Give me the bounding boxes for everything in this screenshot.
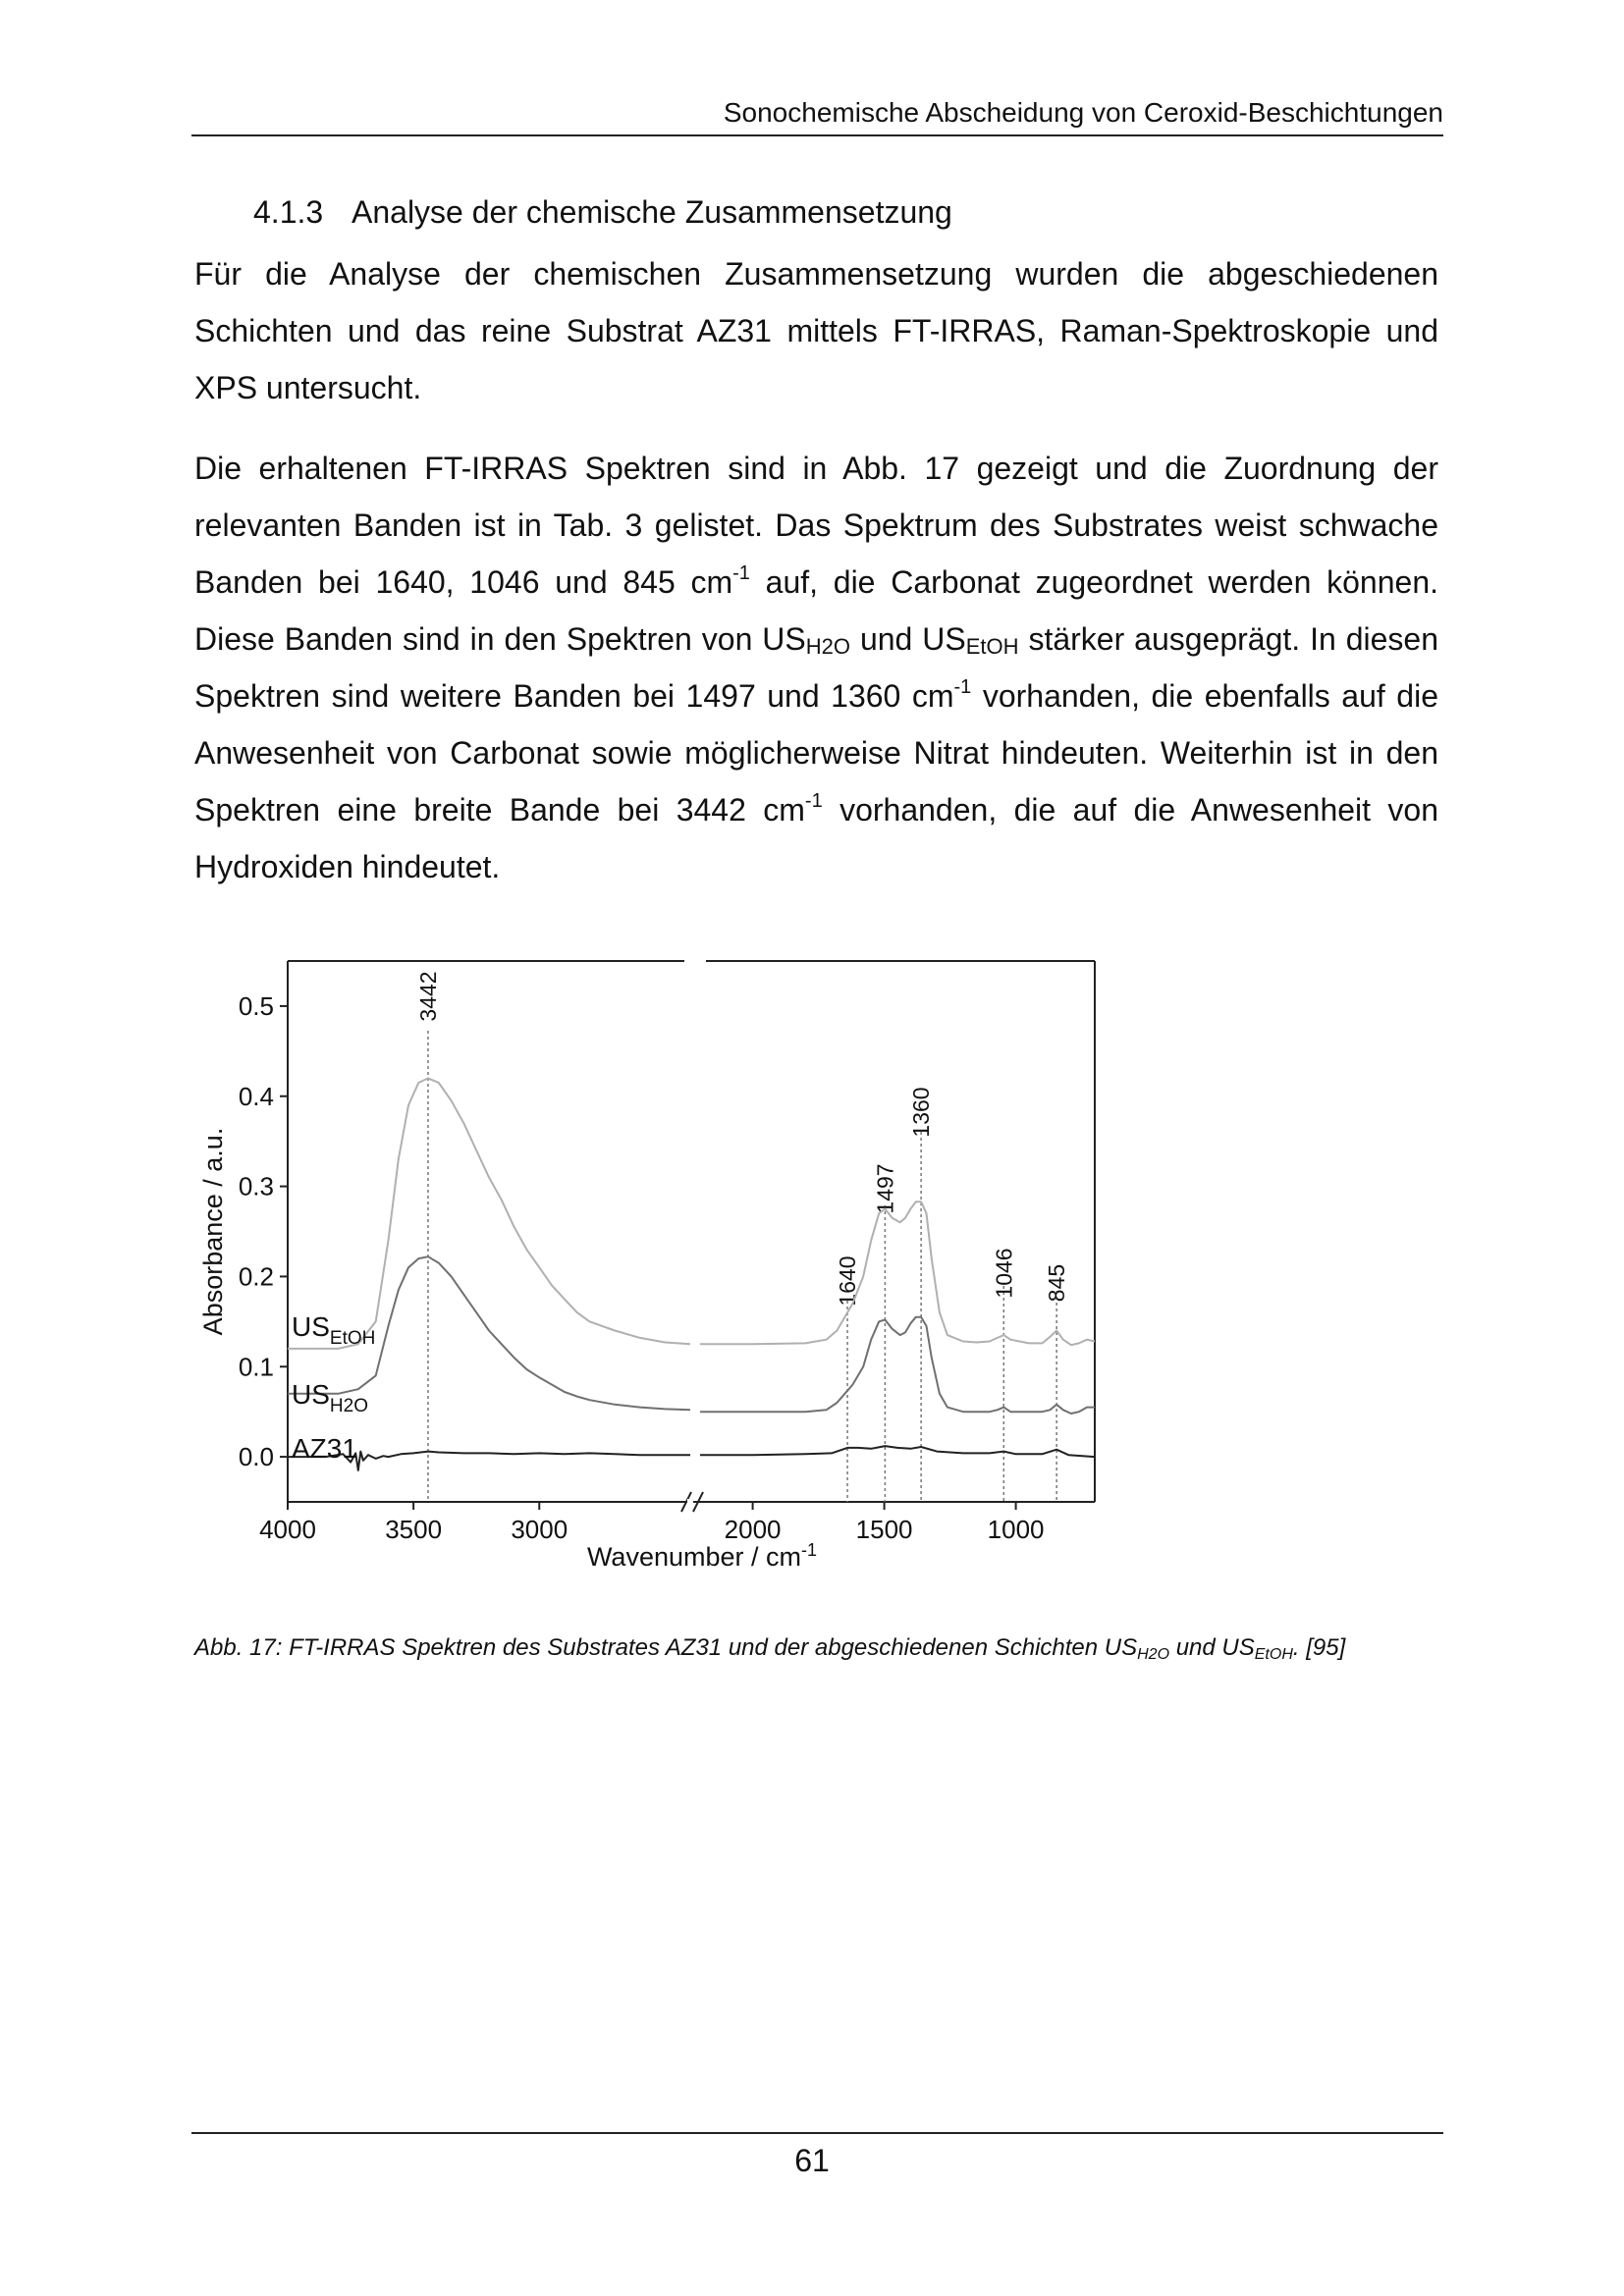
band-marker-label: 1046	[991, 1248, 1017, 1299]
paragraph-2-text-5: vorhanden, die ebenfalls auf die Anwesenheit von Carbonat sowie möglicherweise Nitrat hindeuten. Weiterhin ist in den Spektren eine breite Bande bei 3442 cm	[194, 678, 1438, 828]
x-axis-label-superscript: -1	[801, 1540, 818, 1560]
paragraph-2-text-6: vorhanden, die auf die Anwesenheit von Hydroxiden hindeutet.	[194, 792, 1439, 884]
y-tick-label: 0.0	[238, 1442, 274, 1472]
paragraph-2-text-2: auf, die Carbonat zugeordnet werden können. Diese Banden sind in den Spektren von US	[194, 564, 1439, 657]
unit-superscript: -1	[732, 562, 750, 584]
y-tick-label: 0.3	[238, 1171, 274, 1201]
header-rule	[191, 134, 1443, 136]
x-tick-label: 2000	[724, 1515, 782, 1544]
x-axis-label-text: Wavenumber / cm	[586, 1542, 802, 1572]
band-marker-label: 1360	[908, 1087, 935, 1138]
section-title: Analyse der chemische Zusammensetzung	[352, 194, 952, 230]
paragraph-2	[194, 440, 1438, 895]
subscript-etoh: EtOH	[965, 634, 1019, 659]
footer-rule	[191, 2132, 1443, 2134]
series-label	[292, 1379, 368, 1416]
band-marker-label: 3442	[414, 971, 441, 1022]
series-label-name: AZ31	[292, 1432, 357, 1464]
section-heading	[253, 194, 952, 230]
series-label	[292, 1433, 357, 1464]
series-line-us-etoh-right	[700, 1201, 1095, 1345]
paragraph-1: Für die Analyse der chemischen Zusammensetzung wurden die abgeschiedenen Schichten und das reine Substrat AZ31 mittels FT-IRRAS, Raman-Spektroskopie und XPS untersucht.	[194, 256, 1438, 405]
figure-caption	[194, 1633, 1471, 1663]
caption-subscript-h2o: H2O	[1137, 1646, 1170, 1663]
band-marker-label: 845	[1044, 1263, 1070, 1303]
paragraph-2-text-3: und US	[850, 621, 966, 657]
x-tick-label: 4000	[259, 1515, 316, 1544]
page-number: 61	[794, 2143, 830, 2178]
unit-superscript: -1	[953, 676, 972, 698]
subscript-h2o: H2O	[805, 634, 851, 659]
x-tick-label: 3000	[511, 1515, 568, 1544]
y-tick-label: 0.2	[238, 1261, 274, 1292]
ftirras-figure	[187, 937, 1119, 1585]
y-tick-label: 0.1	[238, 1352, 274, 1382]
series-label-subscript: EtOH	[329, 1327, 376, 1349]
caption-text-c: . [95]	[1292, 1634, 1346, 1661]
series-line-us-h2o-right	[700, 1317, 1095, 1414]
band-marker-label: 1640	[835, 1255, 861, 1307]
series-label-subscript: H2O	[329, 1395, 368, 1416]
x-tick-label: 1500	[855, 1515, 913, 1544]
unit-superscript: -1	[804, 790, 823, 812]
caption-text-a: Abb. 17: FT-IRRAS Spektren des Substrates AZ31 und der abgeschiedenen Schichten US	[194, 1634, 1138, 1661]
y-tick-label: 0.4	[238, 1081, 274, 1111]
running-header: Sonochemische Abscheidung von Ceroxid-Beschichtungen	[723, 97, 1443, 128]
axis-break-gap	[687, 1499, 693, 1505]
paragraph-2-text-4: stärker ausgeprägt. In diesen Spektren sind weitere Banden bei 1497 und 1360 cm	[194, 621, 1439, 714]
series-label-name: US	[292, 1310, 330, 1342]
caption-text-b: und US	[1169, 1634, 1255, 1661]
band-marker-label: 1497	[872, 1163, 898, 1214]
y-tick-label: 0.5	[238, 990, 274, 1021]
x-tick-label: 1000	[987, 1515, 1045, 1544]
caption-subscript-etoh: EtOH	[1254, 1646, 1293, 1663]
paragraph-2-text-1: Die erhaltenen FT-IRRAS Spektren sind in Abb. 17 gezeigt und die Zuordnung der relevanten Banden ist in Tab. 3 gelistet. Das Spektrum des Substrates weist schwache Banden bei 1640, 1046 und 845 cm	[194, 451, 1438, 600]
series-line-az31-right	[700, 1446, 1095, 1457]
ftirras-chart	[187, 937, 1119, 1585]
series-label-name: US	[292, 1378, 330, 1410]
y-axis-label: Absorbance / a.u.	[198, 1127, 228, 1336]
x-tick-label: 3500	[385, 1515, 443, 1544]
x-axis-label	[587, 1540, 817, 1572]
section-number: 4.1.3	[253, 194, 324, 230]
series-line-us-etoh-left	[288, 1078, 690, 1349]
series-label	[292, 1311, 375, 1349]
